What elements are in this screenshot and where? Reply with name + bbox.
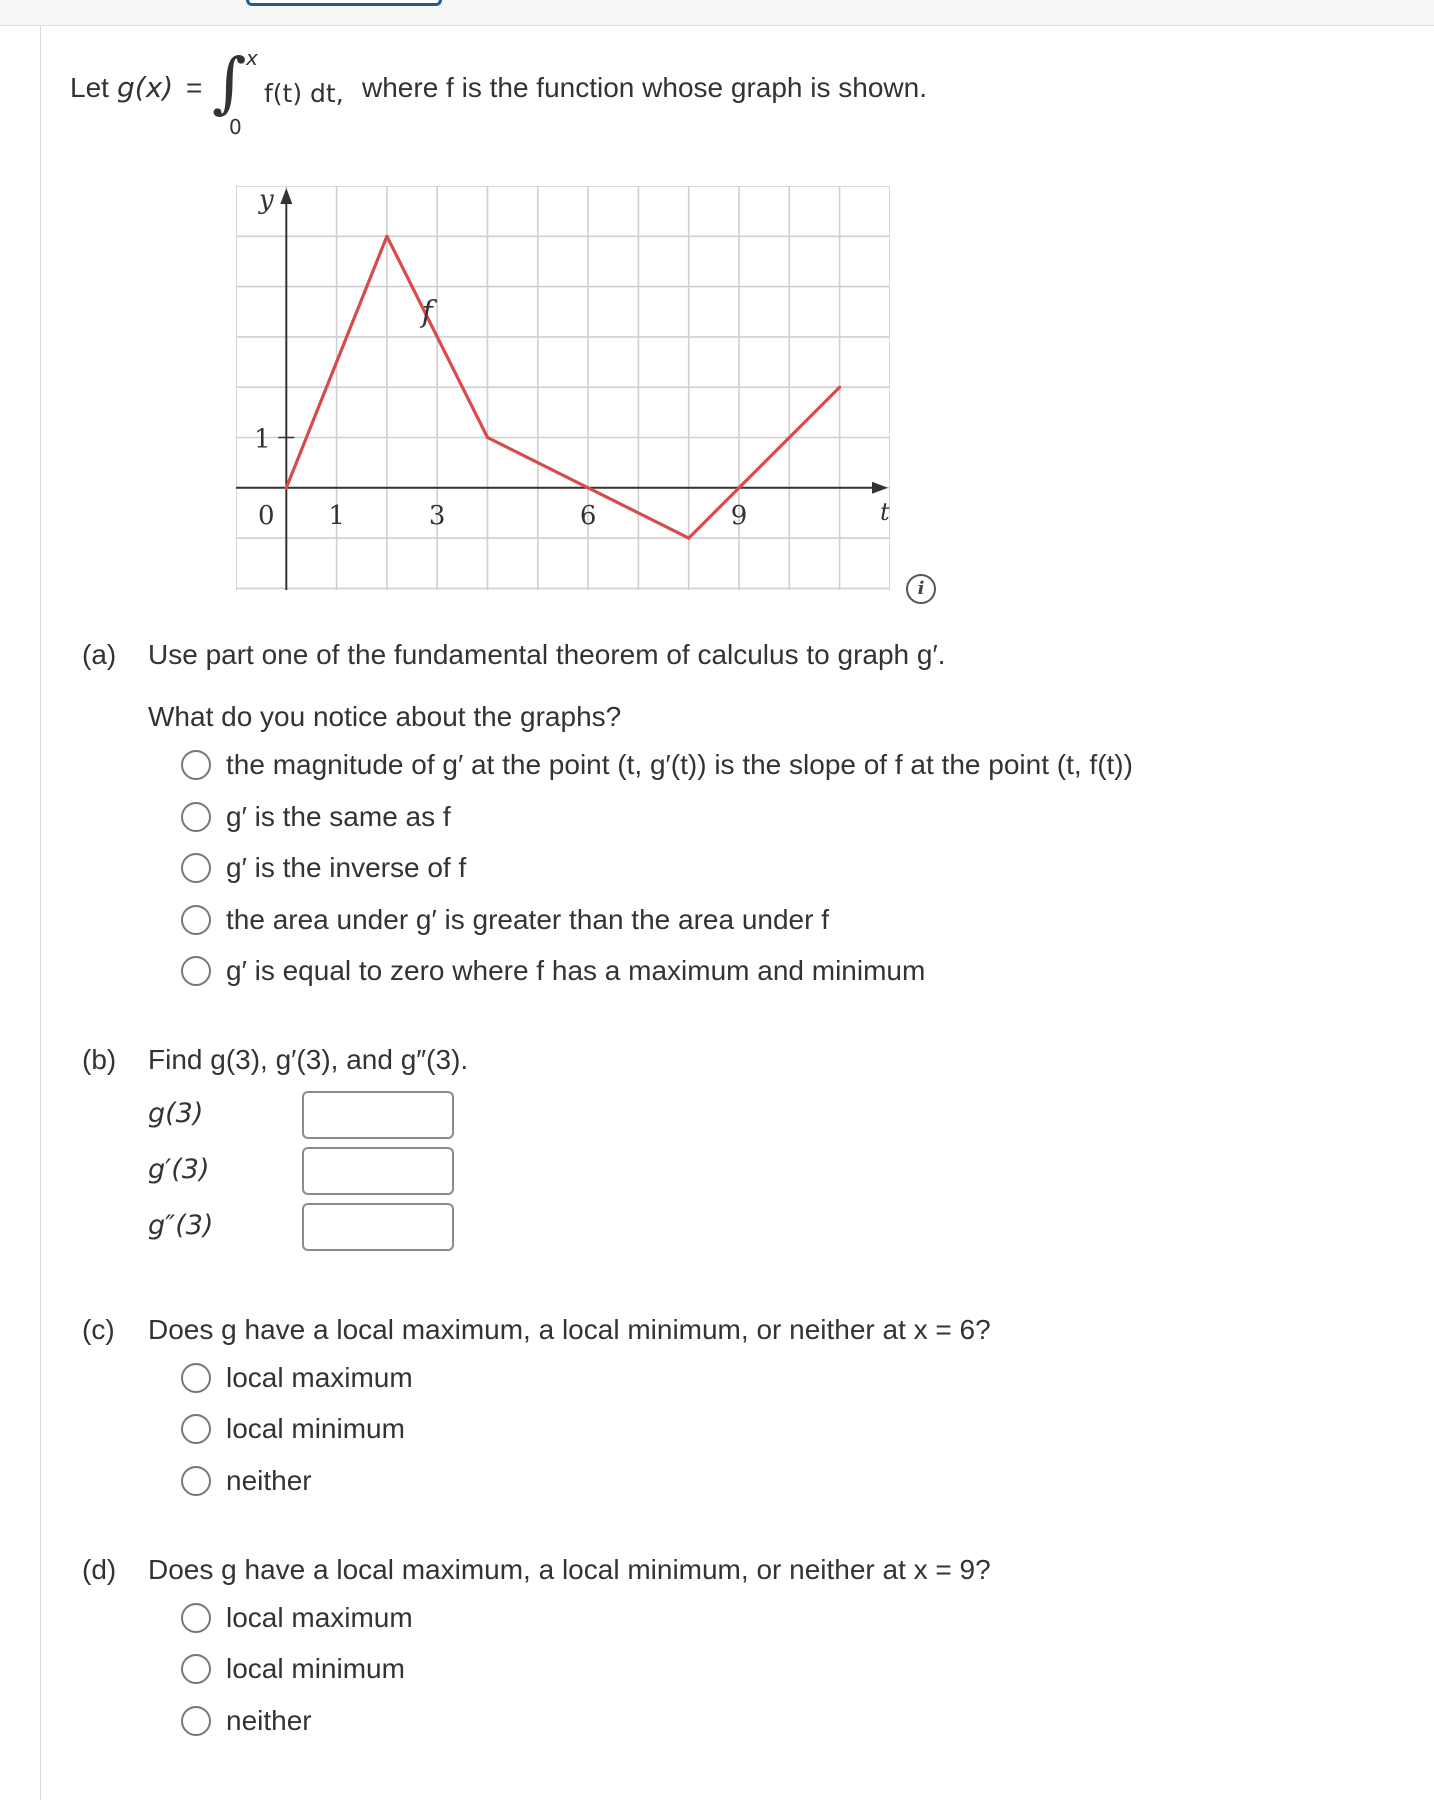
y-axis-arrow <box>280 188 292 204</box>
part-d-option-3-radio[interactable] <box>181 1706 211 1736</box>
part-a-prompt: What do you notice about the graphs? <box>148 701 622 732</box>
y-axis-label: y <box>258 186 274 215</box>
part-a-option-5-label[interactable]: g′ is equal to zero where f has a maximum and minimum <box>226 955 926 986</box>
g3-input[interactable] <box>302 1091 454 1139</box>
series-f-point <box>385 235 388 238</box>
active-tab-indicator[interactable] <box>246 0 442 6</box>
part-d-option-2-label[interactable]: local minimum <box>226 1653 405 1684</box>
x-tick-label: 9 <box>730 500 748 531</box>
g-double-prime-3-label: g″(3) <box>148 1210 214 1241</box>
part-a-option-1-label[interactable]: the magnitude of g′ at the point (t, g′(t)) is the slope of f at the point (t, f(t)) <box>226 749 1133 780</box>
part-a-option-2-label[interactable]: g′ is the same as f <box>226 801 451 832</box>
g3-label: g(3) <box>148 1098 204 1129</box>
part-d-label: (d) <box>82 1554 117 1585</box>
curve-label-f: f <box>421 294 433 330</box>
intro-suffix: where f is the function whose graph is shown. <box>362 72 927 103</box>
function-graph <box>236 186 890 590</box>
x-axis-label: t <box>880 497 890 526</box>
part-c-option-1-radio[interactable] <box>181 1363 211 1393</box>
origin-label: 0 <box>258 500 275 531</box>
part-a-option-4-label[interactable]: the area under g′ is greater than the area under f <box>226 904 829 935</box>
integral-sign: ∫ <box>212 44 247 121</box>
part-d-option-1-radio[interactable] <box>181 1603 211 1633</box>
g-double-prime-3-input[interactable] <box>302 1203 454 1251</box>
g-prime-3-input[interactable] <box>302 1147 454 1195</box>
part-c-option-1-label[interactable]: local maximum <box>226 1362 413 1393</box>
series-f-point <box>838 386 841 389</box>
integrand: f(t) dt, <box>264 79 344 108</box>
top-bar <box>0 0 1434 26</box>
part-b-label: (b) <box>82 1044 117 1075</box>
part-c-option-2-label[interactable]: local minimum <box>226 1413 405 1444</box>
series-f-point <box>687 537 690 540</box>
g-prime-3-label: g′(3) <box>148 1154 210 1185</box>
x-axis-arrow <box>872 482 888 494</box>
g-of-x: g(x) <box>117 71 174 104</box>
info-icon[interactable]: i <box>906 574 936 604</box>
part-b-question: Find g(3), g′(3), and g″(3). <box>148 1044 469 1075</box>
x-tick-label: 1 <box>328 500 345 531</box>
x-tick-label: 6 <box>579 500 597 531</box>
part-c-option-3-radio[interactable] <box>181 1466 211 1496</box>
part-c-option-3-label[interactable]: neither <box>226 1465 312 1496</box>
part-c-option-2-radio[interactable] <box>181 1414 211 1444</box>
x-tick-label: 3 <box>428 500 446 531</box>
integral-lower-limit: 0 <box>229 115 242 139</box>
y-tick-label: 1 <box>254 424 271 455</box>
part-a-option-3-label[interactable]: g′ is the inverse of f <box>226 852 467 883</box>
part-a-option-2-radio[interactable] <box>181 802 211 832</box>
part-d-option-2-radio[interactable] <box>181 1654 211 1684</box>
part-a-option-3-radio[interactable] <box>181 853 211 883</box>
part-a-option-5-radio[interactable] <box>181 956 211 986</box>
integral-upper-limit: x <box>246 46 258 70</box>
part-a-option-1-radio[interactable] <box>181 750 211 780</box>
part-d-question: Does g have a local maximum, a local minimum, or neither at x = 9? <box>148 1554 991 1585</box>
series-f-point <box>486 436 489 439</box>
equals-sign: = <box>186 72 203 103</box>
part-c-label: (c) <box>82 1314 115 1345</box>
part-a-option-4-radio[interactable] <box>181 905 211 935</box>
part-a-question: Use part one of the fundamental theorem of calculus to graph g′. <box>148 639 946 670</box>
part-d-option-3-label[interactable]: neither <box>226 1705 312 1736</box>
intro-prefix: Let <box>70 72 109 103</box>
series-f-point <box>285 486 288 489</box>
content-left-border <box>40 26 41 1800</box>
part-a-label: (a) <box>82 639 117 670</box>
part-d-option-1-label[interactable]: local maximum <box>226 1602 413 1633</box>
part-c-question: Does g have a local maximum, a local minimum, or neither at x = 6? <box>148 1314 991 1345</box>
